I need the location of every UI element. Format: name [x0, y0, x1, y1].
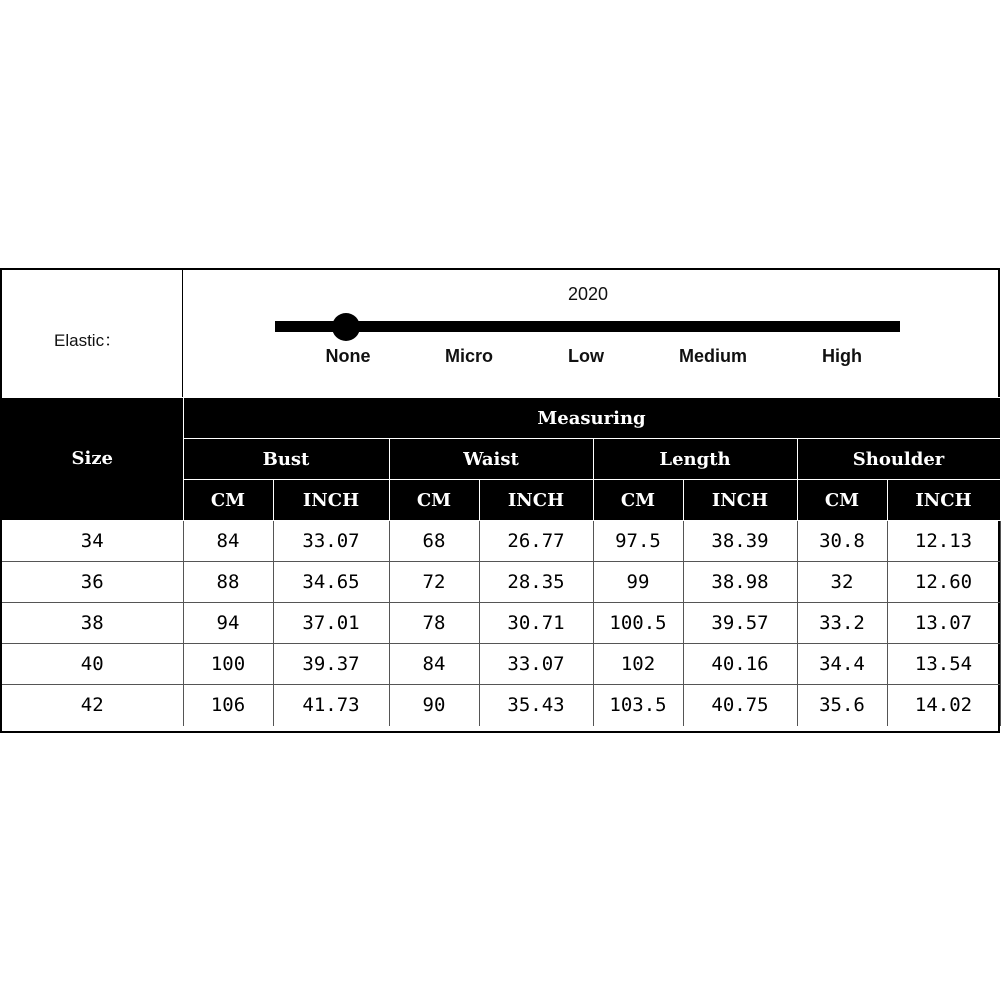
elasticity-scale-bar	[275, 321, 900, 332]
measurement-cell: 40.16	[683, 644, 797, 685]
size-table	[2, 397, 1001, 726]
elastic-label: Elastic：	[54, 331, 122, 350]
measurement-cell: 38.98	[683, 562, 797, 603]
measurement-cell: 41.73	[273, 685, 389, 726]
measurement-cell: 13.07	[887, 603, 1000, 644]
size-column-header: Size	[2, 398, 183, 521]
measuring-header: Measuring	[183, 398, 1000, 439]
measurement-cell: 72	[389, 562, 479, 603]
measurement-cell: 38.39	[683, 521, 797, 562]
measurement-cell: 84	[183, 521, 273, 562]
measurement-cell: 94	[183, 603, 273, 644]
scale-label-none: None	[325, 346, 371, 366]
measurement-cell: 33.2	[797, 603, 887, 644]
size-cell: 40	[2, 644, 183, 685]
unit-header-cm: CM	[593, 480, 683, 521]
measurement-cell: 35.6	[797, 685, 887, 726]
measurement-cell: 99	[593, 562, 683, 603]
measurement-cell: 26.77	[479, 521, 593, 562]
measurement-cell: 30.71	[479, 603, 593, 644]
unit-header-inch: INCH	[887, 480, 1000, 521]
measurement-cell: 90	[389, 685, 479, 726]
size-chart	[0, 268, 1000, 733]
measurement-cell: 34.4	[797, 644, 887, 685]
measurement-cell: 39.37	[273, 644, 389, 685]
measurement-cell: 12.13	[887, 521, 1000, 562]
table-row	[2, 521, 1000, 562]
measurement-cell: 37.01	[273, 603, 389, 644]
elastic-row	[2, 270, 998, 397]
measurement-cell: 100.5	[593, 603, 683, 644]
table-row	[2, 685, 1000, 726]
size-cell: 42	[2, 685, 183, 726]
measurement-cell: 97.5	[593, 521, 683, 562]
measurement-cell: 84	[389, 644, 479, 685]
measurement-cell: 32	[797, 562, 887, 603]
measurement-cell: 34.65	[273, 562, 389, 603]
unit-header-inch: INCH	[479, 480, 593, 521]
measurement-cell: 100	[183, 644, 273, 685]
waist-header: Waist	[389, 439, 593, 480]
measurement-cell: 106	[183, 685, 273, 726]
scale-label-medium: Medium	[678, 346, 748, 366]
table-row	[2, 603, 1000, 644]
measurement-cell: 28.35	[479, 562, 593, 603]
measurement-cell: 88	[183, 562, 273, 603]
measurement-cell: 12.60	[887, 562, 1000, 603]
measurement-cell: 13.54	[887, 644, 1000, 685]
measurement-cell: 35.43	[479, 685, 593, 726]
unit-header-inch: INCH	[273, 480, 389, 521]
elasticity-indicator-knob	[332, 313, 360, 341]
elastic-divider	[182, 270, 183, 397]
size-cell: 34	[2, 521, 183, 562]
size-cell: 36	[2, 562, 183, 603]
measurement-cell: 40.75	[683, 685, 797, 726]
table-body	[2, 521, 1000, 726]
unit-header-cm: CM	[797, 480, 887, 521]
measurement-cell: 39.57	[683, 603, 797, 644]
measurement-cell: 102	[593, 644, 683, 685]
bust-header: Bust	[183, 439, 389, 480]
unit-header-cm: CM	[183, 480, 273, 521]
scale-label-high: High	[822, 346, 862, 366]
table-row	[2, 562, 1000, 603]
table-row	[2, 644, 1000, 685]
measurement-cell: 78	[389, 603, 479, 644]
scale-label-micro: Micro	[444, 346, 494, 366]
measurement-cell: 103.5	[593, 685, 683, 726]
measurement-cell: 14.02	[887, 685, 1000, 726]
length-header: Length	[593, 439, 797, 480]
unit-header-cm: CM	[389, 480, 479, 521]
measurement-cell: 33.07	[273, 521, 389, 562]
measurement-cell: 33.07	[479, 644, 593, 685]
scale-label-low: Low	[568, 346, 604, 366]
unit-header-inch: INCH	[683, 480, 797, 521]
size-cell: 38	[2, 603, 183, 644]
elastic-year: 2020	[568, 284, 609, 304]
measurement-cell: 30.8	[797, 521, 887, 562]
measurement-cell: 68	[389, 521, 479, 562]
shoulder-header: Shoulder	[797, 439, 1000, 480]
